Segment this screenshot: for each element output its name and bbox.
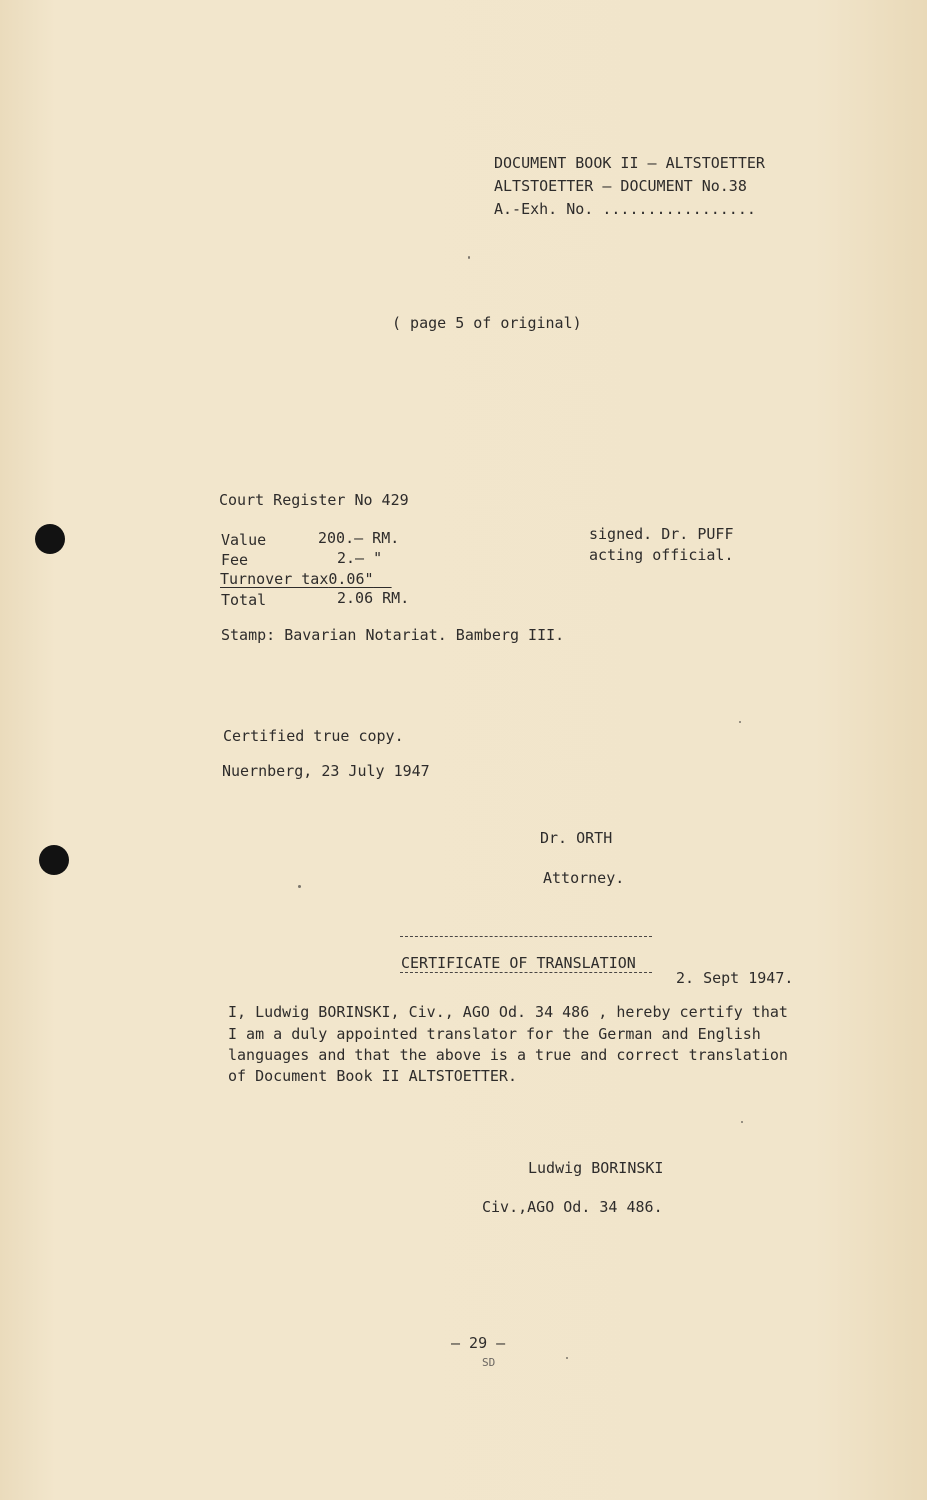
certificate-title-underline <box>400 972 652 973</box>
place-and-date: Nuernberg, 23 July 1947 <box>222 762 430 780</box>
certificate-date: 2. Sept 1947. <box>676 969 794 987</box>
register-row-amount: 0.06" <box>328 570 374 588</box>
page-number: – 29 – <box>451 1334 506 1352</box>
notariat-stamp: Stamp: Bavarian Notariat. Bamberg III. <box>221 626 565 644</box>
register-row-amount: 2.– " <box>337 549 383 567</box>
certified-true-copy: Certified true copy. <box>223 727 404 745</box>
translator-name: Ludwig BORINSKI <box>528 1159 664 1177</box>
register-row-turnover <box>220 569 392 589</box>
attorney-name: Dr. ORTH <box>540 829 613 847</box>
certificate-text-line: of Document Book II ALTSTOETTER. <box>228 1067 517 1085</box>
header-exhibit-number: A.-Exh. No. ................. <box>494 200 756 218</box>
signed-official: signed. Dr. PUFF <box>589 525 734 543</box>
certificate-text-line: languages and that the above is a true and correct translation <box>228 1046 788 1064</box>
certificate-text-line: I am a duly appointed translator for the German and English <box>228 1025 761 1043</box>
acting-official: acting official. <box>589 546 734 564</box>
register-row-amount: 2.06 RM. <box>337 589 410 607</box>
certificate-rule-top <box>400 936 652 937</box>
court-register-title: Court Register No 429 <box>219 491 409 509</box>
translator-id: Civ.,AGO Od. 34 486. <box>482 1198 663 1216</box>
punch-hole-top <box>35 524 65 554</box>
register-row-label: Value <box>221 531 267 549</box>
certificate-title: CERTIFICATE OF TRANSLATION <box>401 954 636 972</box>
register-row-amount: 200.– RM. <box>318 529 400 547</box>
attorney-title: Attorney. <box>543 869 625 887</box>
header-document-number: ALTSTOETTER – DOCUMENT No.38 <box>494 177 747 195</box>
header-document-book: DOCUMENT BOOK II – ALTSTOETTER <box>494 154 765 172</box>
page-of-original-note: ( page 5 of original) <box>392 314 582 332</box>
certificate-text-line: I, Ludwig BORINSKI, Civ., AGO Od. 34 486 , hereby certify that <box>228 1003 788 1021</box>
footer-mark: SD <box>482 1356 496 1369</box>
register-row-label: Total <box>221 591 267 609</box>
register-row-label: Fee <box>221 551 249 569</box>
punch-hole-bottom <box>39 845 69 875</box>
register-row-label: Turnover tax <box>220 570 329 588</box>
